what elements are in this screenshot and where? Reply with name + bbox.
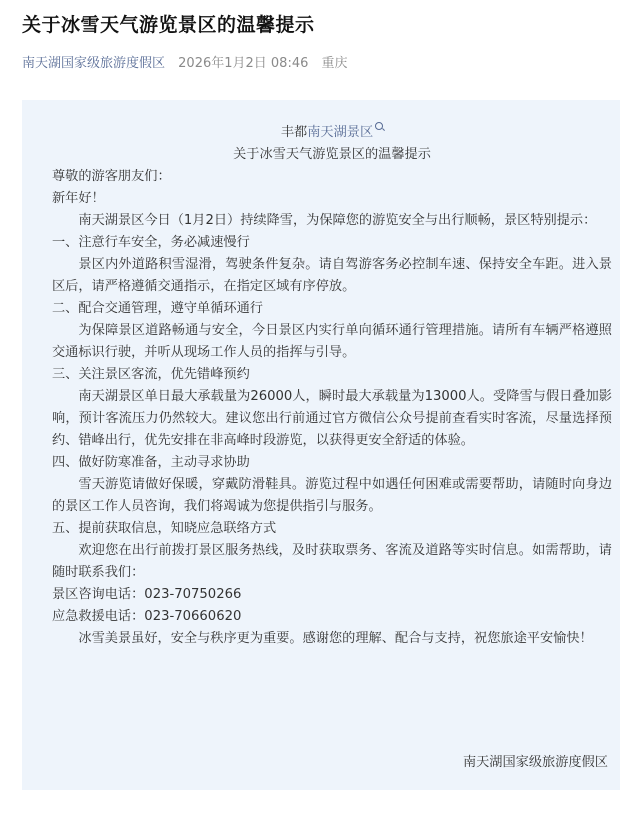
section-body: 为保障景区道路畅通与安全，今日景区内实行单向循环通行管理措施。请所有车辆严格遵照交通标识行驶，并听从现场工作人员的指挥与引导。: [52, 323, 612, 360]
consult-phone: 景区咨询电话：023-70750266: [52, 587, 242, 602]
rescue-phone: 应急救援电话：023-70660620: [52, 609, 242, 624]
section-body: 欢迎您在出行前拨打景区服务热线，及时获取票务、客流及道路等实时信息。如需帮助，请随时联系我们：: [52, 543, 612, 580]
notice-box: [22, 100, 620, 790]
account-name-link[interactable]: 南天湖国家级旅游度假区: [22, 56, 166, 71]
section-heading: 一、注意行车安全，务必减速慢行: [52, 235, 250, 250]
publish-location: 重庆: [321, 56, 348, 71]
section-heading: 二、配合交通管理，遵守单循环通行: [52, 301, 263, 316]
notice-header: [52, 122, 612, 144]
article-meta: [22, 52, 357, 71]
section-heading: 四、做好防寒准备，主动寻求协助: [52, 455, 250, 470]
section-body: 南天湖景区单日最大承载量为26000人，瞬时最大承载量为13000人。受降雪与假日叠加影响，预计客流压力仍然较大。建议您出行前通过官方微信公众号提前查看实时客流，尽量选择预约、错峰出行，优先安排在非高峰时段游览，以获得更安全舒适的体验。: [52, 389, 612, 448]
publish-datetime: 2026年1月2日 08:46: [178, 56, 309, 71]
closing-paragraph: 冰雪美景虽好，安全与秩序更为重要。感谢您的理解、配合与支持，祝您旅途平安愉快！: [78, 631, 593, 646]
notice-subtitle: 关于冰雪天气游览景区的温馨提示: [233, 147, 431, 162]
notice-content: [52, 122, 612, 770]
signature: 南天湖国家级旅游度假区: [462, 755, 608, 770]
scenic-area-link[interactable]: 南天湖景区: [307, 125, 374, 140]
section-body: 景区内外道路积雪湿滑，驾驶条件复杂。请自驾游客务必控制车速、保持安全车距。进入景区后，请严格遵循交通指示，在指定区域有序停放。: [52, 257, 612, 294]
section-heading: 三、关注景区客流，优先错峰预约: [52, 367, 250, 382]
section-heading: 五、提前获取信息，知晓应急联络方式: [52, 521, 277, 536]
section-body: 雪天游览请做好保暖，穿戴防滑鞋具。游览过程中如遇任何困难或需要帮助，请随时向身边的景区工作人员咨询，我们将竭诚为您提供指引与服务。: [52, 477, 612, 514]
article-title: 关于冰雪天气游览景区的温馨提示: [22, 14, 315, 36]
search-icon[interactable]: [375, 122, 383, 130]
greeting: 尊敬的游客朋友们：: [52, 169, 171, 184]
header-prefix: 丰都: [280, 125, 308, 140]
intro-paragraph: 南天湖景区今日（1月2日）持续降雪，为保障您的游览安全与出行顺畅，景区特别提示：: [78, 213, 597, 228]
new-year-greeting: 新年好！: [52, 191, 105, 206]
